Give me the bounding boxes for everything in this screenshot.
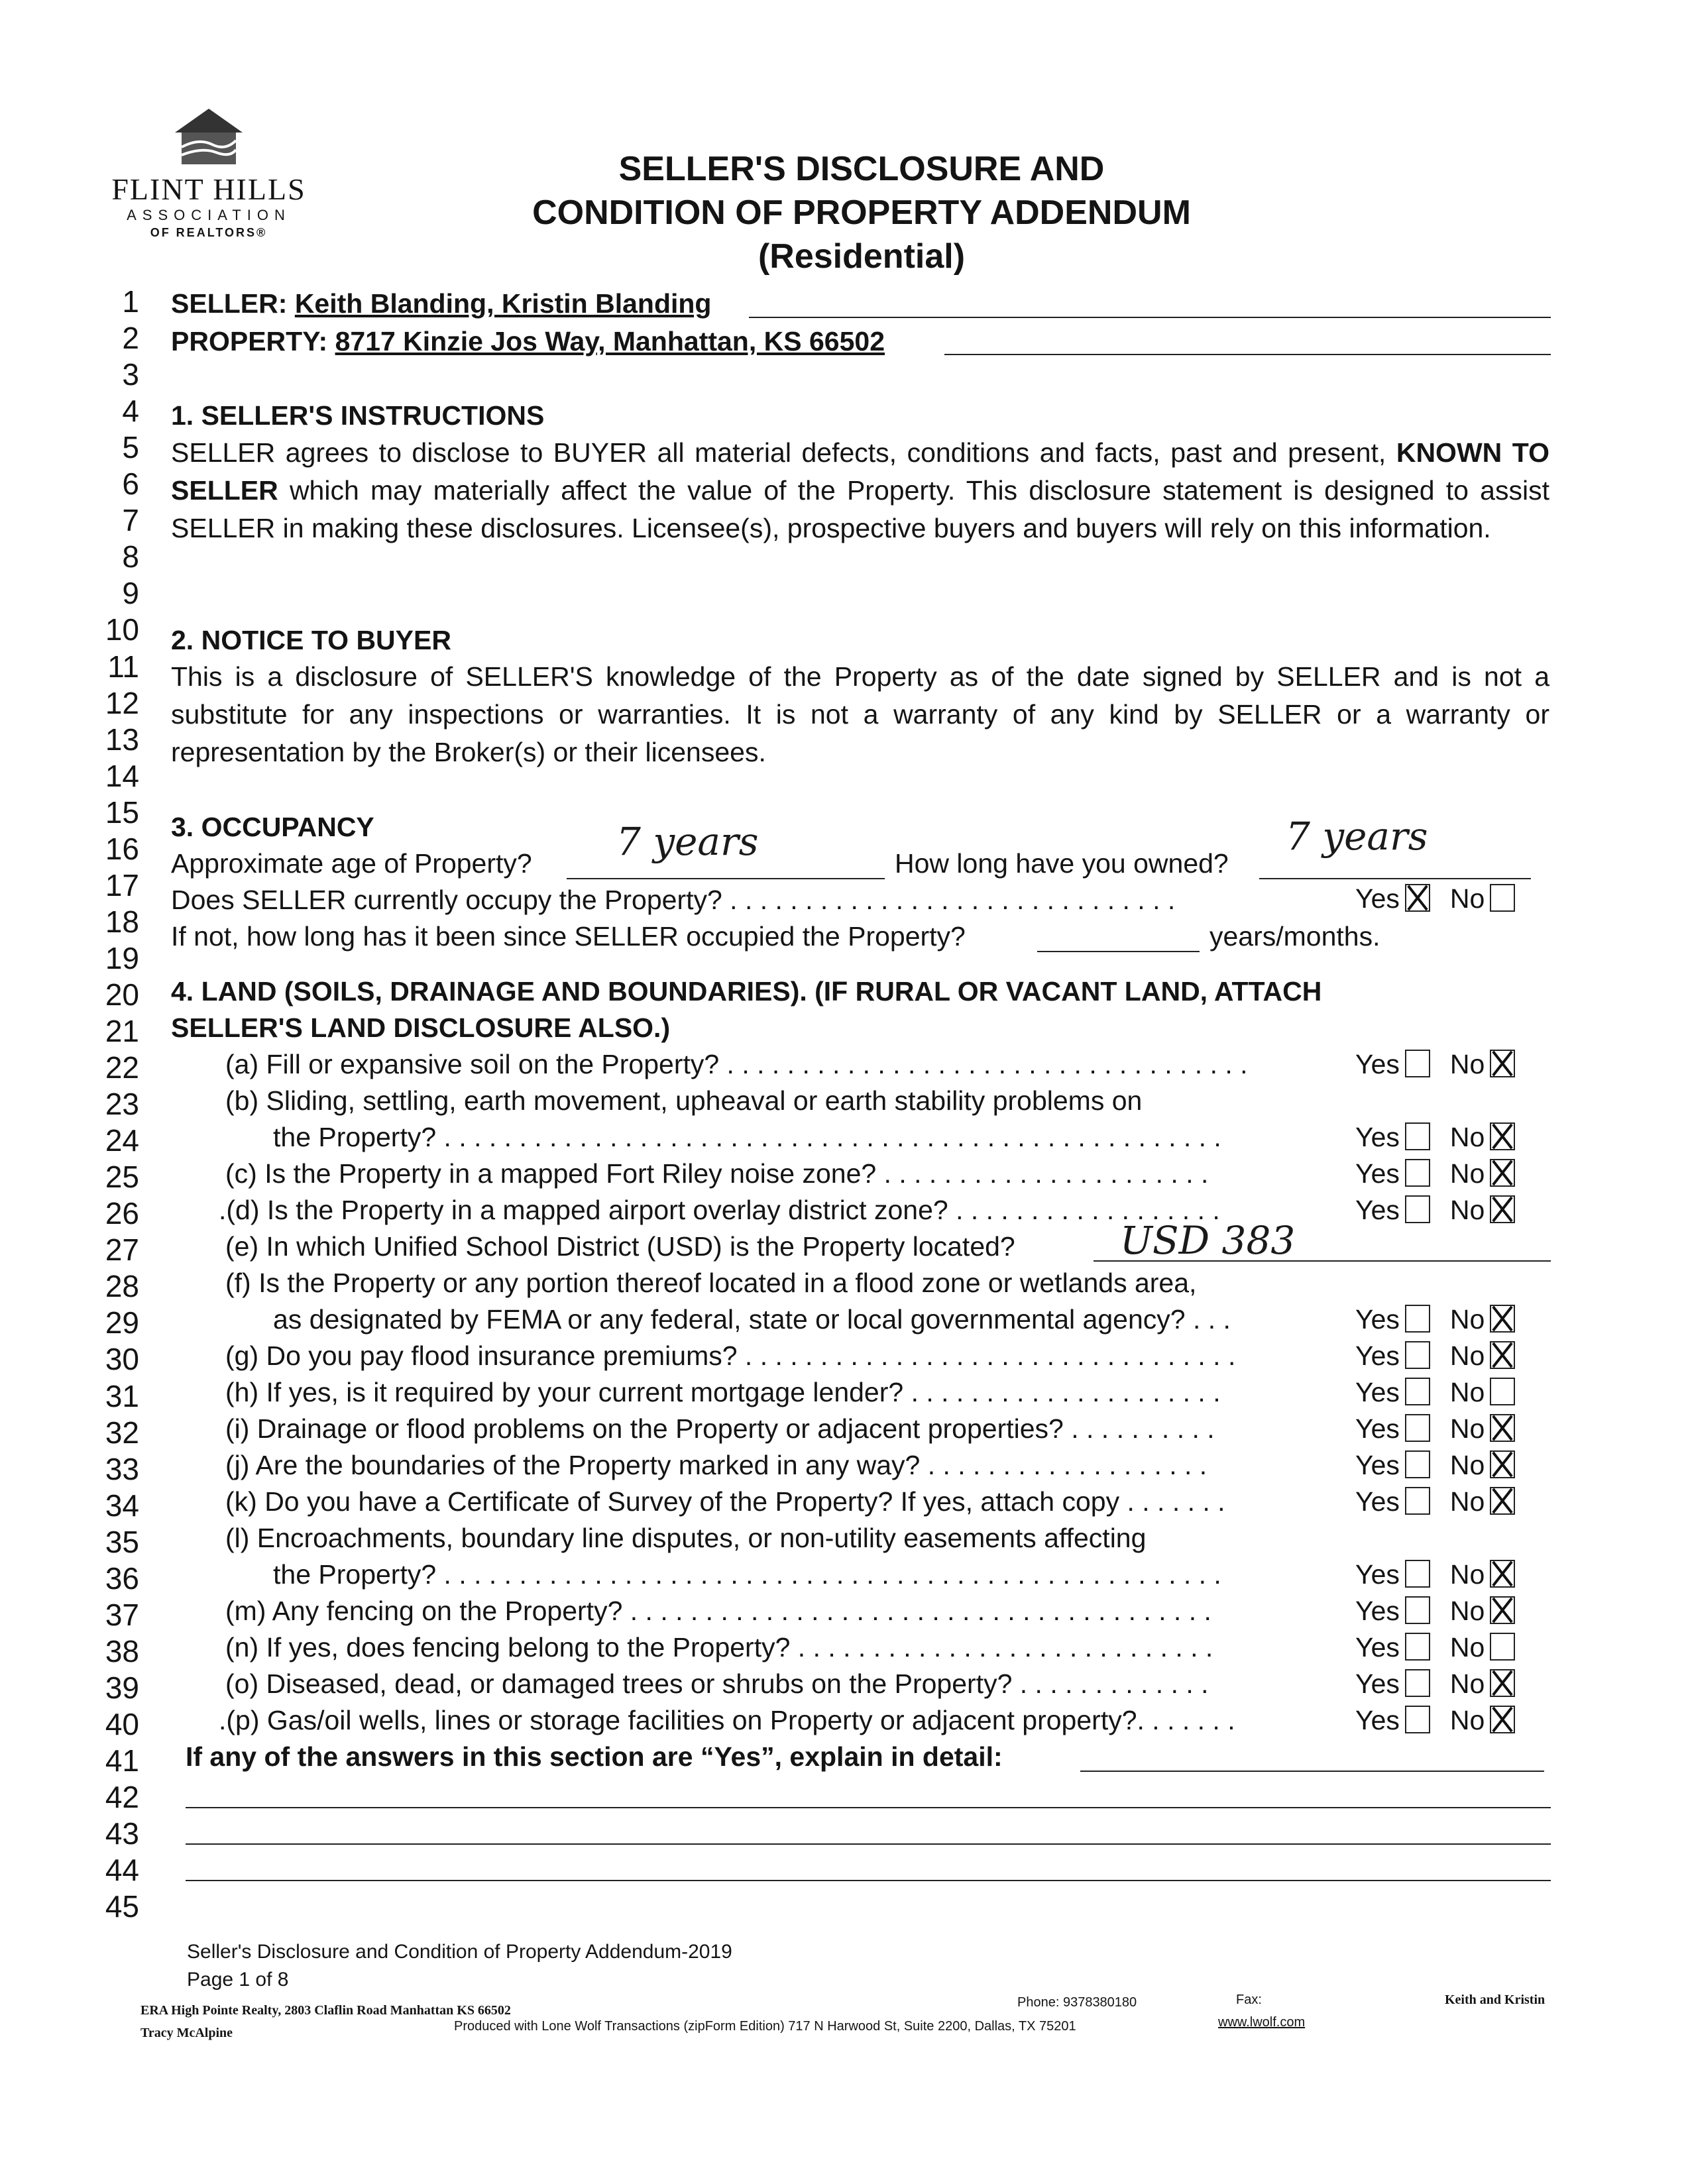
no-label: No xyxy=(1449,1195,1485,1225)
line-number: 31 xyxy=(105,1379,139,1413)
seller-underline xyxy=(749,317,1551,318)
answer-d xyxy=(1355,1191,1515,1228)
section-2-heading: 2. NOTICE TO BUYER xyxy=(171,625,451,655)
section-1-text-b: which may materially affect the value of the Property. This disclosure statement is designed to assist SELLER in making these disclosures. Licensee(s), prospective buyers and buyers will rely on this information. xyxy=(171,474,1549,543)
line-number: 14 xyxy=(105,759,139,793)
line-number: 17 xyxy=(105,868,139,902)
line-number: 12 xyxy=(105,686,139,720)
answer-f xyxy=(1355,1301,1515,1338)
b-no-checkbox[interactable] xyxy=(1490,1122,1515,1150)
l-yes-checkbox[interactable] xyxy=(1405,1560,1430,1588)
line-number: 7 xyxy=(122,503,139,537)
line-number: 8 xyxy=(122,539,139,574)
since-unit: years/months. xyxy=(1209,921,1380,952)
question-a: (a) Fill or expansive soil on the Property? . . . . . . . . . . . . . . . . . . . . . . . . . . . . . . . . . . . xyxy=(225,1049,1248,1079)
question-i: (i) Drainage or flood problems on the Property or adjacent properties? . . . . . . . . . . xyxy=(225,1413,1215,1444)
no-label: No xyxy=(1449,1596,1485,1626)
owned-label: How long have you owned? xyxy=(895,848,1229,879)
question-d: .(d) Is the Property in a mapped airport overlay district zone? . . . . . . . . . . . . . . . . . . xyxy=(219,1195,1220,1225)
yes-label: Yes xyxy=(1355,1632,1400,1663)
no-label: No xyxy=(1449,1340,1485,1371)
occupy-yes-label: Yes xyxy=(1355,883,1400,914)
o-no-checkbox[interactable] xyxy=(1490,1669,1515,1697)
line-number: 40 xyxy=(105,1707,139,1741)
phone: Phone: 9378380180 xyxy=(1017,1995,1137,2010)
yes-label: Yes xyxy=(1355,1596,1400,1626)
usd-value[interactable]: USD 383 xyxy=(1120,1218,1296,1263)
explain-label: If any of the answers in this section are “Yes”, explain in detail: xyxy=(186,1741,1003,1772)
j-yes-checkbox[interactable] xyxy=(1405,1450,1430,1478)
question-p: .(p) Gas/oil wells, lines or storage facilities on Property or adjacent property?. . . . . . . xyxy=(219,1705,1235,1735)
occupy-yes-checkbox[interactable] xyxy=(1405,884,1430,912)
occupy-no-checkbox[interactable] xyxy=(1490,884,1515,912)
no-label: No xyxy=(1449,1632,1485,1663)
line-number: 10 xyxy=(105,612,139,647)
line-number: 5 xyxy=(122,430,139,464)
yes-label: Yes xyxy=(1355,1705,1400,1735)
section-1-heading: 1. SELLER'S INSTRUCTIONS xyxy=(171,400,545,431)
m-yes-checkbox[interactable] xyxy=(1405,1596,1430,1624)
yes-label: Yes xyxy=(1355,1668,1400,1699)
answer-a xyxy=(1355,1046,1515,1083)
n-yes-checkbox[interactable] xyxy=(1405,1633,1430,1661)
explain-line-4[interactable] xyxy=(186,1880,1551,1881)
yes-label: Yes xyxy=(1355,1413,1400,1444)
line-number: 32 xyxy=(105,1415,139,1450)
line-number: 33 xyxy=(105,1452,139,1486)
question-j: (j) Are the boundaries of the Property marked in any way? . . . . . . . . . . . . . . . . . . . xyxy=(225,1450,1208,1480)
j-no-checkbox[interactable] xyxy=(1490,1450,1515,1478)
known-to-seller: KNOWN TO SELLER xyxy=(171,437,1549,506)
property-address: 8717 Kinzie Jos Way, Manhattan, KS 66502 xyxy=(335,326,885,356)
fax: Fax: xyxy=(1236,1993,1262,2007)
section-4-heading-1: 4. LAND (SOILS, DRAINAGE AND BOUNDARIES). (IF RURAL OR VACANT LAND, ATTACH xyxy=(171,976,1322,1007)
answer-h xyxy=(1355,1374,1515,1411)
answer-j xyxy=(1355,1447,1515,1484)
b-yes-checkbox[interactable] xyxy=(1405,1122,1430,1150)
section-3-heading: 3. OCCUPANCY xyxy=(171,812,374,842)
title-line-3: (Residential) xyxy=(758,237,966,276)
question-b-line-2: the Property? . . . . . . . . . . . . . . . . . . . . . . . . . . . . . . . . . . . . . . . . . . . . . . . . . . . . xyxy=(273,1122,1221,1152)
question-b-line-1: (b) Sliding, settling, earth movement, upheaval or earth stability problems on xyxy=(225,1085,1143,1116)
line-number: 34 xyxy=(105,1488,139,1523)
seller-label: SELLER: xyxy=(171,288,288,319)
property-age-label: Approximate age of Property? xyxy=(171,848,532,879)
no-label: No xyxy=(1449,1450,1485,1480)
line-number: 15 xyxy=(105,795,139,830)
produced-by: Produced with Lone Wolf Transactions (zipForm Edition) 717 N Harwood St, Suite 2200, Dallas, TX 75201 xyxy=(454,2019,1076,2034)
answer-o xyxy=(1355,1665,1515,1702)
property-label: PROPERTY: xyxy=(171,326,328,356)
c-yes-checkbox[interactable] xyxy=(1405,1159,1430,1187)
line-number: 30 xyxy=(105,1342,139,1376)
no-label: No xyxy=(1449,1158,1485,1189)
line-number: 11 xyxy=(107,649,139,684)
line-number: 21 xyxy=(105,1014,139,1048)
line-number: 43 xyxy=(105,1816,139,1851)
yes-label: Yes xyxy=(1355,1195,1400,1225)
c-no-checkbox[interactable] xyxy=(1490,1159,1515,1187)
line-number: 36 xyxy=(105,1561,139,1596)
explain-line-3[interactable] xyxy=(186,1843,1551,1845)
house-logo-icon xyxy=(172,106,245,167)
yes-label: Yes xyxy=(1355,1158,1400,1189)
line-number: 44 xyxy=(105,1853,139,1887)
question-f-line-2: as designated by FEMA or any federal, state or local governmental agency? . . . xyxy=(273,1304,1231,1335)
seller-row xyxy=(171,285,711,322)
answer-i xyxy=(1355,1410,1515,1447)
answer-l xyxy=(1355,1556,1515,1593)
section-4-heading-2: SELLER'S LAND DISCLOSURE ALSO.) xyxy=(171,1012,671,1043)
question-e: (e) In which Unified School District (USD) is the Property located? xyxy=(225,1231,1015,1262)
agent-name: Tracy McAlpine xyxy=(140,2026,233,2040)
occupy-no-label: No xyxy=(1449,883,1485,914)
answer-m xyxy=(1355,1592,1515,1629)
line-number: 20 xyxy=(105,977,139,1012)
no-label: No xyxy=(1449,1377,1485,1407)
h-no-checkbox[interactable] xyxy=(1490,1378,1515,1405)
line-number: 35 xyxy=(105,1525,139,1559)
line-number: 4 xyxy=(122,394,139,428)
no-label: No xyxy=(1449,1559,1485,1590)
line-number: 2 xyxy=(122,321,139,355)
line-number: 16 xyxy=(105,832,139,866)
explain-line-1[interactable] xyxy=(1080,1771,1544,1772)
no-label: No xyxy=(1449,1049,1485,1079)
occupy-question: Does SELLER currently occupy the Property? . . . . . . . . . . . . . . . . . . . . . . . . . . . . . . xyxy=(171,885,1176,915)
logo-line-1: FLINT HILLS xyxy=(111,172,306,206)
f-no-checkbox[interactable] xyxy=(1490,1305,1515,1333)
line-number: 39 xyxy=(105,1670,139,1705)
line-number: 41 xyxy=(105,1743,139,1778)
section-1-text-a: SELLER agrees to disclose to BUYER all material defects, conditions and facts, past and present, xyxy=(171,437,1396,468)
g-yes-checkbox[interactable] xyxy=(1405,1341,1430,1369)
owned-value[interactable]: 7 years xyxy=(1286,814,1428,859)
line-number: 37 xyxy=(105,1598,139,1632)
question-l-line-2: the Property? . . . . . . . . . . . . . . . . . . . . . . . . . . . . . . . . . . . . . . . . . . . . . . . . . . . . xyxy=(273,1559,1221,1590)
logo-line-3: OF REALTORS® xyxy=(150,226,268,239)
line-number: 19 xyxy=(105,941,139,975)
answer-k xyxy=(1355,1483,1515,1520)
line-number: 45 xyxy=(105,1889,139,1924)
yes-label: Yes xyxy=(1355,1377,1400,1407)
office-info: ERA High Pointe Realty, 2803 Claflin Road Manhattan KS 66502 xyxy=(140,2003,511,2018)
property-age-value[interactable]: 7 years xyxy=(616,819,759,864)
answer-n xyxy=(1355,1629,1515,1666)
association-logo xyxy=(99,106,318,241)
page-indicator: Page 1 of 8 xyxy=(187,1969,289,1991)
k-no-checkbox[interactable] xyxy=(1490,1487,1515,1515)
question-m: (m) Any fencing on the Property? . . . . . . . . . . . . . . . . . . . . . . . . . . . . . . . . . . . . . . . xyxy=(225,1596,1211,1626)
i-no-checkbox[interactable] xyxy=(1490,1414,1515,1442)
line-number: 13 xyxy=(105,722,139,757)
line-number: 25 xyxy=(105,1160,139,1194)
answer-b xyxy=(1355,1119,1515,1156)
question-n: (n) If yes, does fencing belong to the Property? . . . . . . . . . . . . . . . . . . . . . . . . . . . . xyxy=(225,1632,1213,1663)
d-no-checkbox[interactable] xyxy=(1490,1195,1515,1223)
line-number: 18 xyxy=(105,904,139,939)
since-line[interactable] xyxy=(1037,951,1200,952)
line-number: 42 xyxy=(105,1780,139,1814)
question-o: (o) Diseased, dead, or damaged trees or shrubs on the Property? . . . . . . . . . . . . . xyxy=(225,1668,1209,1699)
line-number: 22 xyxy=(105,1050,139,1085)
k-yes-checkbox[interactable] xyxy=(1405,1487,1430,1515)
line-number: 24 xyxy=(105,1123,139,1158)
no-label: No xyxy=(1449,1486,1485,1517)
a-yes-checkbox[interactable] xyxy=(1405,1050,1430,1077)
line-number: 6 xyxy=(122,466,139,501)
line-number: 29 xyxy=(105,1305,139,1340)
yes-label: Yes xyxy=(1355,1450,1400,1480)
owned-line xyxy=(1259,878,1531,879)
title-line-2: CONDITION OF PROPERTY ADDENDUM xyxy=(532,193,1191,232)
line-number: 28 xyxy=(105,1269,139,1303)
property-underline xyxy=(944,354,1551,355)
no-label: No xyxy=(1449,1668,1485,1699)
question-h: (h) If yes, is it required by your current mortgage lender? . . . . . . . . . . . . . . . . . . . . . xyxy=(225,1377,1221,1407)
yes-label: Yes xyxy=(1355,1486,1400,1517)
line-number: 9 xyxy=(122,576,139,610)
n-no-checkbox[interactable] xyxy=(1490,1633,1515,1661)
o-yes-checkbox[interactable] xyxy=(1405,1669,1430,1697)
yes-label: Yes xyxy=(1355,1340,1400,1371)
h-yes-checkbox[interactable] xyxy=(1405,1378,1430,1405)
line-number: 23 xyxy=(105,1087,139,1121)
property-age-line xyxy=(567,878,885,879)
i-yes-checkbox[interactable] xyxy=(1405,1414,1430,1442)
g-no-checkbox[interactable] xyxy=(1490,1341,1515,1369)
line-number: 26 xyxy=(105,1196,139,1230)
yes-label: Yes xyxy=(1355,1122,1400,1152)
since-question: If not, how long has it been since SELLER occupied the Property? xyxy=(171,921,966,952)
question-k: (k) Do you have a Certificate of Survey of the Property? If yes, attach copy . . . . . . . xyxy=(225,1486,1225,1517)
title-line-1: SELLER'S DISCLOSURE AND xyxy=(618,150,1105,188)
m-no-checkbox[interactable] xyxy=(1490,1596,1515,1624)
l-no-checkbox[interactable] xyxy=(1490,1560,1515,1588)
website-link[interactable]: www.lwolf.com xyxy=(1218,2015,1306,2030)
no-label: No xyxy=(1449,1705,1485,1735)
yes-label: Yes xyxy=(1355,1304,1400,1335)
section-1-text xyxy=(171,434,1549,547)
question-g: (g) Do you pay flood insurance premiums? . . . . . . . . . . . . . . . . . . . . . . . . . . . . . . . . . xyxy=(225,1340,1236,1371)
no-label: No xyxy=(1449,1413,1485,1444)
question-c: (c) Is the Property in a mapped Fort Riley noise zone? . . . . . . . . . . . . . . . . . . . . . . xyxy=(225,1158,1209,1189)
property-row xyxy=(171,323,885,360)
seller-name: Keith Blanding, Kristin Blanding xyxy=(294,288,712,319)
answer-g xyxy=(1355,1337,1515,1374)
no-label: No xyxy=(1449,1304,1485,1335)
explain-line-2[interactable] xyxy=(186,1807,1551,1808)
answer-c xyxy=(1355,1155,1515,1192)
client-initials: Keith and Kristin xyxy=(1445,1993,1546,2007)
form-name: Seller's Disclosure and Condition of Property Addendum-2019 xyxy=(187,1941,732,1963)
section-2-text: This is a disclosure of SELLER'S knowledge of the Property as of the date signed by SELLER and is not a substitute for any inspections or warranties. It is not a warranty of any kind by SELLER or a warranty or representation by the Broker(s) or their licensees. xyxy=(171,661,1549,767)
answer-p xyxy=(1355,1702,1515,1739)
question-l-line-1: (l) Encroachments, boundary line disputes, or non-utility easements affecting xyxy=(225,1523,1147,1553)
occupy-answer xyxy=(1355,880,1515,917)
p-no-checkbox[interactable] xyxy=(1490,1706,1515,1733)
line-number: 1 xyxy=(122,284,139,319)
p-yes-checkbox[interactable] xyxy=(1405,1706,1430,1733)
d-yes-checkbox[interactable] xyxy=(1405,1195,1430,1223)
question-f-line-1: (f) Is the Property or any portion thereof located in a flood zone or wetlands area, xyxy=(225,1268,1197,1298)
f-yes-checkbox[interactable] xyxy=(1405,1305,1430,1333)
logo-line-2: ASSOCIATION xyxy=(127,207,291,223)
line-number: 38 xyxy=(105,1634,139,1668)
yes-label: Yes xyxy=(1355,1049,1400,1079)
a-no-checkbox[interactable] xyxy=(1490,1050,1515,1077)
line-number: 27 xyxy=(105,1232,139,1267)
no-label: No xyxy=(1449,1122,1485,1152)
page-title xyxy=(464,147,1259,278)
yes-label: Yes xyxy=(1355,1559,1400,1590)
line-number: 3 xyxy=(122,357,139,392)
